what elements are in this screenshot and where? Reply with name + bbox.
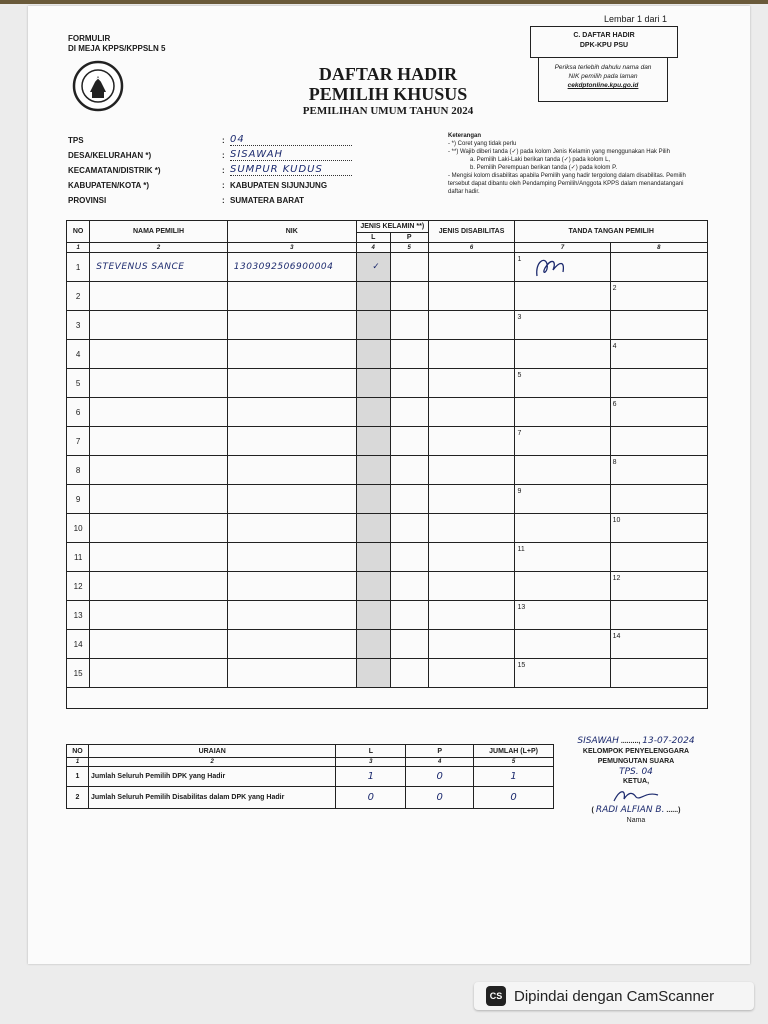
- col-number: 2: [90, 243, 228, 253]
- disability-cell[interactable]: [428, 572, 515, 601]
- check-notice-line-2: NIK pemilih pada laman: [568, 73, 638, 80]
- voter-nik-cell[interactable]: [227, 282, 356, 311]
- gender-l-cell[interactable]: [356, 630, 390, 659]
- disability-cell[interactable]: [428, 543, 515, 572]
- field-kabupaten: [68, 181, 398, 196]
- note-line: - Mengisi kolom disabilitas apabila Pemilih yang hadir tergolong dalam disabilitas. Pemilih tersebut dapat dibantu oleh Pendamping Pemilih/Anggota KPPS dalam menandatangani daftar hadir.: [448, 173, 686, 195]
- signature-cell-left[interactable]: [515, 659, 610, 688]
- signature-number: 14: [612, 633, 621, 640]
- notes-block: [448, 132, 700, 196]
- check-notice-box: [538, 58, 668, 102]
- row-number: 13: [67, 601, 90, 630]
- notes-heading: Keterangan: [448, 133, 482, 139]
- check-notice-url: cekdptonline.kpu.go.id: [567, 82, 639, 89]
- field-value[interactable]: SUMPUR KUDUS: [230, 164, 352, 176]
- col-header-disability: JENIS DISABILITAS: [428, 221, 515, 243]
- voter-nik-cell[interactable]: [227, 630, 356, 659]
- note-line: - **) Wajib diberi tanda (✓) pada kolom Jenis Kelamin yang menggunakan Hak Pilih: [448, 149, 670, 155]
- table-row: [67, 485, 708, 514]
- kpu-logo: [72, 58, 124, 114]
- signature-cell-right[interactable]: [610, 601, 707, 630]
- check-notice-line-1: Periksa terlebih dahulu nama dan: [554, 64, 652, 71]
- tps-value[interactable]: TPS. 04: [619, 767, 653, 777]
- summary-value-total[interactable]: 1: [474, 767, 554, 787]
- voter-name-cell[interactable]: [90, 282, 228, 311]
- signature-cell-left[interactable]: [515, 630, 610, 659]
- row-number: 12: [67, 572, 90, 601]
- summary-header-l: L: [336, 745, 406, 758]
- signature-cell-right[interactable]: [610, 253, 707, 282]
- row-number: 7: [67, 427, 90, 456]
- org-line-1: KELOMPOK PENYELENGGARA: [582, 748, 690, 755]
- summary-row-no: 1: [67, 767, 89, 787]
- col-number: 5: [474, 758, 554, 767]
- col-number: 8: [610, 243, 707, 253]
- col-number: 1: [67, 243, 90, 253]
- voter-name-cell[interactable]: [90, 514, 228, 543]
- camscanner-text: Dipindai dengan CamScanner: [514, 987, 715, 1005]
- disability-cell[interactable]: [428, 282, 515, 311]
- col-number: 6: [428, 243, 515, 253]
- disability-cell[interactable]: [428, 485, 515, 514]
- gender-l-cell[interactable]: [356, 543, 390, 572]
- voter-nik-cell[interactable]: [227, 427, 356, 456]
- col-header-l: L: [356, 233, 390, 243]
- summary-value-total[interactable]: 0: [474, 787, 554, 809]
- summary-header-p: P: [406, 745, 474, 758]
- chair-name[interactable]: RADI ALFIAN B.: [595, 805, 665, 815]
- disability-cell[interactable]: [428, 311, 515, 340]
- title-line-1: DAFTAR HADIR: [318, 64, 458, 84]
- chair-signature: [536, 787, 736, 805]
- voter-nik-cell[interactable]: [227, 369, 356, 398]
- signature-number: 5: [517, 372, 522, 379]
- field-colon: :: [222, 151, 225, 160]
- row-number: 5: [67, 369, 90, 398]
- signature-number: 3: [517, 314, 522, 321]
- table-footer-spacer: [67, 688, 708, 709]
- signature-number: 13: [517, 604, 526, 611]
- disability-cell[interactable]: [428, 630, 515, 659]
- disability-cell[interactable]: [428, 427, 515, 456]
- signature-cell-left[interactable]: [515, 253, 610, 282]
- table-row: [67, 659, 708, 688]
- gender-p-cell[interactable]: [390, 369, 428, 398]
- voter-name-cell[interactable]: [90, 543, 228, 572]
- disability-cell[interactable]: [428, 514, 515, 543]
- col-number: 1: [67, 758, 89, 767]
- gender-p-cell[interactable]: [390, 572, 428, 601]
- summary-row: [67, 767, 554, 787]
- field-label: KABUPATEN/KOTA *): [68, 181, 150, 190]
- gender-l-cell[interactable]: [356, 601, 390, 630]
- col-header-signature: TANDA TANGAN PEMILIH: [515, 221, 708, 243]
- table-row: [67, 282, 708, 311]
- field-provinsi: [68, 196, 398, 211]
- field-kecamatan: [68, 166, 398, 181]
- gender-p-cell[interactable]: [390, 485, 428, 514]
- field-value: SUMATERA BARAT: [230, 196, 305, 205]
- date-value[interactable]: 13-07-2024: [642, 736, 695, 746]
- form-label-line-2: DI MEJA KPPS/KPPSLN 5: [68, 44, 166, 53]
- gender-l-cell[interactable]: [356, 514, 390, 543]
- table-row: [67, 456, 708, 485]
- col-number: 4: [356, 243, 390, 253]
- signature-cell-left[interactable]: [515, 456, 610, 485]
- row-number: 10: [67, 514, 90, 543]
- voter-nik-cell[interactable]: [227, 311, 356, 340]
- col-header-name: NAMA PEMILIH: [90, 221, 228, 243]
- form-label-line-1: FORMULIR: [68, 34, 111, 43]
- voter-nik-cell[interactable]: [227, 514, 356, 543]
- signature-cell-left[interactable]: [515, 572, 610, 601]
- gender-p-cell[interactable]: [390, 340, 428, 369]
- signature-cell-right[interactable]: [610, 543, 707, 572]
- row-number: 14: [67, 630, 90, 659]
- row-number: 6: [67, 398, 90, 427]
- note-line: b. Pemilih Perempuan berikan tanda (✓) pada kolom P.: [470, 165, 617, 171]
- summary-value-l[interactable]: 1: [336, 767, 406, 787]
- field-label: TPS: [68, 136, 84, 145]
- voter-signature-scribble: [531, 254, 571, 280]
- signature-number: 8: [612, 459, 617, 466]
- note-line: - *) Coret yang tidak perlu: [448, 141, 517, 147]
- row-number: 8: [67, 456, 90, 485]
- voter-name-cell[interactable]: [90, 311, 228, 340]
- row-number: 1: [67, 253, 90, 282]
- signature-cell-right[interactable]: [610, 514, 707, 543]
- chair-name-line: ( RADI ALFIAN B. ......): [591, 805, 681, 815]
- voter-name-cell[interactable]: [90, 601, 228, 630]
- document-sheet: [28, 6, 750, 964]
- signature-block: [536, 736, 736, 826]
- voter-nik-cell[interactable]: [227, 659, 356, 688]
- col-number: 3: [227, 243, 356, 253]
- signature-number: 12: [612, 575, 621, 582]
- summary-value-p[interactable]: 0: [406, 787, 474, 809]
- note-line: a. Pemilih Laki-Laki berikan tanda (✓) pada kolom L,: [470, 157, 611, 163]
- gender-l-cell[interactable]: [356, 456, 390, 485]
- gender-p-cell[interactable]: [390, 456, 428, 485]
- signature-number: 2: [612, 285, 617, 292]
- gender-p-cell[interactable]: [390, 253, 428, 282]
- gender-l-cell[interactable]: [356, 659, 390, 688]
- col-header-gender: JENIS KELAMIN **): [356, 221, 428, 233]
- signature-number: 1: [517, 256, 522, 263]
- signature-number: 6: [612, 401, 617, 408]
- col-header-nik: NIK: [227, 221, 356, 243]
- table-row: [67, 514, 708, 543]
- disability-cell[interactable]: [428, 601, 515, 630]
- signature-cell-left[interactable]: [515, 369, 610, 398]
- summary-header-no: NO: [67, 745, 89, 758]
- signature-cell-right[interactable]: [610, 630, 707, 659]
- gender-l-cell[interactable]: [356, 572, 390, 601]
- gender-p-cell[interactable]: [390, 601, 428, 630]
- col-number: 7: [515, 243, 610, 253]
- name-label: Nama: [626, 817, 646, 824]
- signature-cell-left[interactable]: [515, 311, 610, 340]
- voter-nik-cell[interactable]: [227, 340, 356, 369]
- table-row: [67, 369, 708, 398]
- row-number: 15: [67, 659, 90, 688]
- voter-nik-cell[interactable]: [227, 601, 356, 630]
- col-header-p: P: [390, 233, 428, 243]
- signature-cell-right[interactable]: [610, 398, 707, 427]
- gender-l-cell[interactable]: [356, 427, 390, 456]
- field-label: KECAMATAN/DISTRIK *): [68, 166, 161, 175]
- summary-row: [67, 787, 554, 809]
- voter-name-cell[interactable]: [90, 369, 228, 398]
- camscanner-logo-icon: CS: [486, 986, 506, 1006]
- doc-type-line-1: C. DAFTAR HADIR: [573, 32, 635, 39]
- gender-l-cell[interactable]: [356, 369, 390, 398]
- table-row: [67, 311, 708, 340]
- signature-cell-right[interactable]: [610, 485, 707, 514]
- col-number: 2: [88, 758, 335, 767]
- attendance-rows: [67, 253, 708, 709]
- form-title: [228, 64, 548, 118]
- table-row: [67, 630, 708, 659]
- col-number: 3: [336, 758, 406, 767]
- voter-name-cell[interactable]: [90, 485, 228, 514]
- title-line-2: PEMILIH KHUSUS: [308, 84, 468, 104]
- signature-number: 9: [517, 488, 522, 495]
- disability-cell[interactable]: [428, 340, 515, 369]
- disability-cell[interactable]: [428, 456, 515, 485]
- table-row: [67, 427, 708, 456]
- row-number: 3: [67, 311, 90, 340]
- signature-number: 15: [517, 662, 526, 669]
- signature-cell-right[interactable]: [610, 311, 707, 340]
- signature-cell-right[interactable]: [610, 659, 707, 688]
- gender-p-cell[interactable]: [390, 630, 428, 659]
- signature-cell-left[interactable]: [515, 427, 610, 456]
- org-line-2: PEMUNGUTAN SUARA: [597, 758, 675, 765]
- gender-p-cell[interactable]: [390, 311, 428, 340]
- voter-nik-cell[interactable]: [227, 543, 356, 572]
- signature-cell-right[interactable]: [610, 572, 707, 601]
- gender-l-cell[interactable]: [356, 282, 390, 311]
- signature-cell-right[interactable]: [610, 282, 707, 311]
- col-header-no: NO: [67, 221, 90, 243]
- scan-top-edge: [0, 0, 768, 4]
- voter-name-cell[interactable]: [90, 456, 228, 485]
- field-label: PROVINSI: [68, 196, 107, 205]
- gender-p-cell[interactable]: [390, 427, 428, 456]
- disability-cell[interactable]: [428, 398, 515, 427]
- table-row: [67, 340, 708, 369]
- table-row: [67, 253, 708, 282]
- gender-p-cell[interactable]: [390, 514, 428, 543]
- place-date-line: SISAWAH ........., 13-07-2024: [577, 736, 695, 746]
- voter-nik-cell[interactable]: [227, 485, 356, 514]
- gender-l-cell[interactable]: [356, 340, 390, 369]
- disability-cell[interactable]: [428, 253, 515, 282]
- row-number: 2: [67, 282, 90, 311]
- col-number: 4: [406, 758, 474, 767]
- voter-name-cell[interactable]: [90, 630, 228, 659]
- kpu-logo-icon: [72, 58, 124, 114]
- field-value[interactable]: 04: [230, 134, 352, 146]
- field-colon: :: [222, 196, 225, 205]
- table-row: [67, 543, 708, 572]
- document-type-box: [530, 26, 678, 58]
- field-value: KABUPATEN SIJUNJUNG: [230, 181, 328, 190]
- field-value[interactable]: SISAWAH: [230, 149, 352, 161]
- camscanner-watermark: [474, 982, 754, 1010]
- summary-row-desc: Jumlah Seluruh Pemilih DPK yang Hadir: [88, 767, 335, 787]
- summary-header-desc: URAIAN: [88, 745, 335, 758]
- summary-table: [66, 744, 554, 809]
- signature-cell-left[interactable]: [515, 601, 610, 630]
- field-colon: :: [222, 181, 225, 190]
- voter-nik-cell[interactable]: [227, 572, 356, 601]
- role-label: KETUA,: [622, 778, 650, 785]
- location-fields: [68, 136, 398, 211]
- signature-cell-right[interactable]: [610, 456, 707, 485]
- row-number: 11: [67, 543, 90, 572]
- voter-nik-cell[interactable]: [227, 398, 356, 427]
- summary-header-total: JUMLAH (L+P): [474, 745, 554, 758]
- signature-cell-right[interactable]: [610, 369, 707, 398]
- voter-name-cell[interactable]: [90, 659, 228, 688]
- voter-name-cell[interactable]: [90, 427, 228, 456]
- place-value[interactable]: SISAWAH: [577, 736, 619, 746]
- signature-cell-left[interactable]: [515, 398, 610, 427]
- doc-type-line-2: DPK-KPU PSU: [579, 42, 629, 49]
- field-label: DESA/KELURAHAN *): [68, 151, 152, 160]
- title-line-3: PEMILIHAN UMUM TAHUN 2024: [302, 105, 474, 117]
- disability-cell[interactable]: [428, 369, 515, 398]
- signature-cell-right[interactable]: [610, 340, 707, 369]
- chair-signature-scribble: [606, 787, 666, 805]
- voter-nik-cell[interactable]: [227, 456, 356, 485]
- voter-name-cell[interactable]: [90, 398, 228, 427]
- attendance-table: [66, 220, 708, 709]
- table-row: [67, 572, 708, 601]
- gender-p-cell[interactable]: [390, 543, 428, 572]
- voter-name-cell[interactable]: [90, 340, 228, 369]
- gender-l-cell[interactable]: [356, 311, 390, 340]
- summary-value-p[interactable]: 0: [406, 767, 474, 787]
- signature-cell-left[interactable]: [515, 543, 610, 572]
- row-number: 9: [67, 485, 90, 514]
- signature-cell-left[interactable]: [515, 340, 610, 369]
- form-label: [68, 34, 166, 54]
- voter-name-cell[interactable]: STEVENUS SANCE: [90, 253, 228, 282]
- gender-p-cell[interactable]: [390, 282, 428, 311]
- table-footer-cell: [67, 688, 708, 709]
- gender-p-cell[interactable]: [390, 398, 428, 427]
- sheet-label: Lembar 1 dari 1: [604, 14, 668, 24]
- signature-number: 10: [612, 517, 621, 524]
- signature-cell-right[interactable]: [610, 427, 707, 456]
- row-number: 4: [67, 340, 90, 369]
- voter-name-cell[interactable]: [90, 572, 228, 601]
- voter-nik-cell[interactable]: 1303092506900004: [227, 253, 356, 282]
- signature-number: 11: [517, 546, 525, 553]
- summary-row-desc: Jumlah Seluruh Pemilih Disabilitas dalam DPK yang Hadir: [88, 787, 335, 809]
- gender-p-cell[interactable]: [390, 659, 428, 688]
- field-colon: :: [222, 166, 225, 175]
- disability-cell[interactable]: [428, 659, 515, 688]
- summary-value-l[interactable]: 0: [336, 787, 406, 809]
- field-colon: :: [222, 136, 225, 145]
- signature-number: 4: [612, 343, 617, 350]
- gender-l-cell[interactable]: [356, 398, 390, 427]
- col-number: 5: [390, 243, 428, 253]
- signature-cell-left[interactable]: [515, 485, 610, 514]
- gender-l-cell[interactable]: [356, 485, 390, 514]
- signature-cell-left[interactable]: [515, 514, 610, 543]
- signature-cell-left[interactable]: [515, 282, 610, 311]
- gender-l-cell[interactable]: ✓: [356, 253, 390, 282]
- signature-number: 7: [517, 430, 522, 437]
- table-row: [67, 398, 708, 427]
- summary-row-no: 2: [67, 787, 89, 809]
- table-row: [67, 601, 708, 630]
